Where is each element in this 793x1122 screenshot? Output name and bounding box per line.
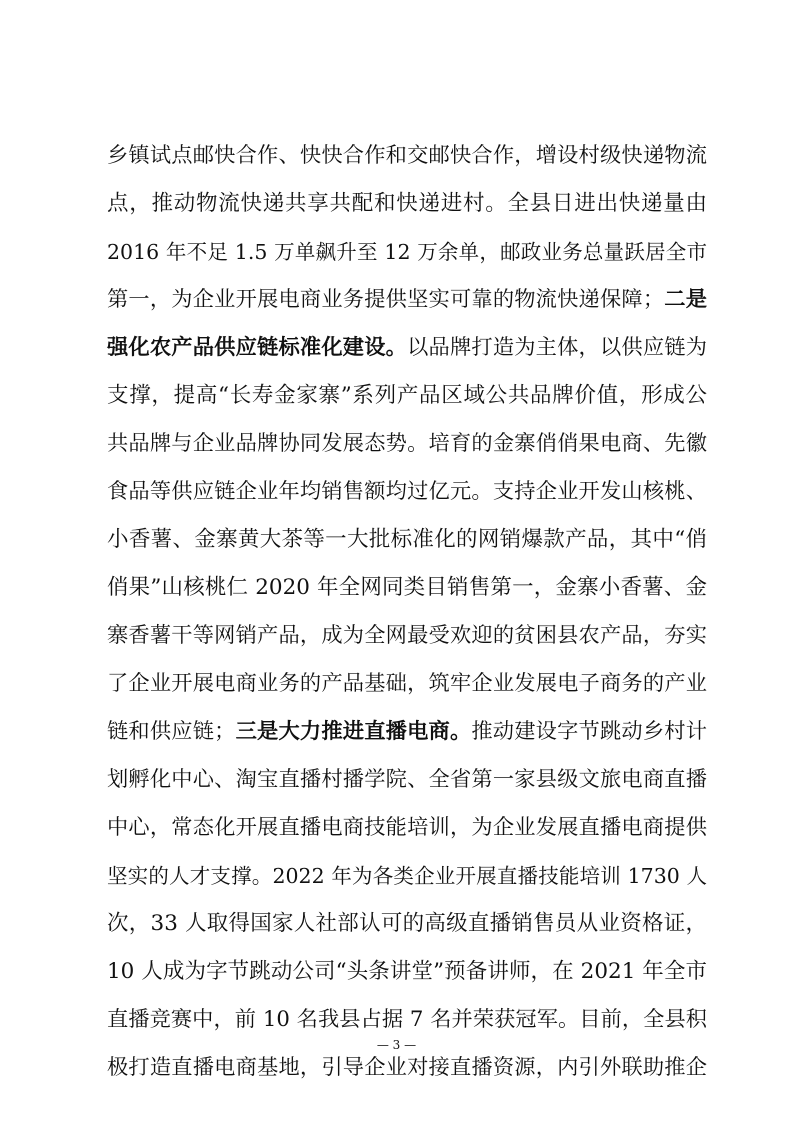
text-line [107,420,707,468]
bold-text-run: 强化农产品供应链标准化建设。 [107,335,408,360]
text-run: 10 人成为字节跳动公司“头条讲堂”预备讲师，在 2021 年全市 [107,959,707,984]
text-run: 以品牌打造为主体，以供应链为 [407,335,707,360]
text-run: 2016 年不足 1.5 万单飙升至 12 万余单，邮政业务总量跃居全市 [107,240,707,264]
text-run: 乡镇试点邮快合作、快快合作和交邮快合作，增设村级快递物流 [107,143,707,168]
text-line [107,852,707,900]
text-line [107,324,707,372]
text-line [107,612,707,660]
text-line [107,996,707,1044]
text-run: 点，推动物流快递共享共配和快递进村。全县日进出快递量由 [107,191,707,216]
text-run: 寨香薯干等网销产品，成为全网最受欢迎的贫困县农产品，夯实 [107,623,707,648]
text-line [107,132,707,180]
text-run: 中心，常态化开展直播电商技能培训，为企业发展直播电商提供 [107,815,707,840]
bold-text-run: 二是 [664,287,707,312]
text-line [107,804,707,852]
text-run: 支撑，提高“长寿金家寨”系列产品区域公共品牌价值，形成公 [107,383,707,408]
text-line [107,180,707,228]
text-run: 共品牌与企业品牌协同发展态势。培育的金寨俏俏果电商、先徽 [107,431,707,456]
text-run: 俏果”山核桃仁 2020 年全网同类目销售第一，金寨小香薯、金 [107,575,707,600]
page-number: — 3 — [376,1038,417,1052]
text-run: 极打造直播电商基地，引导企业对接直播资源，内引外联助推企 [107,1055,707,1080]
text-run: 第一，为企业开展电商业务提供坚实可靠的物流快递保障； [107,287,665,312]
text-line [107,228,707,276]
text-line [107,564,707,612]
text-line [107,900,707,948]
text-line [107,372,707,420]
text-line [107,468,707,516]
text-run: 了企业开展电商业务的产品基础，筑牢企业发展电子商务的产业 [107,671,707,696]
text-run: 链和供应链； [107,719,236,744]
text-run: 坚实的人才支撑。2022 年为各类企业开展直播技能培训 1730 人 [107,864,707,888]
text-run: 推动建设字节跳动乡村计 [471,719,707,744]
text-line [107,756,707,804]
text-line [107,660,707,708]
text-run: 小香薯、金寨黄大茶等一大批标准化的网销爆款产品，其中“俏 [107,527,707,552]
text-line [107,948,707,996]
text-line [107,708,707,756]
body-text [107,132,707,1092]
text-line [107,516,707,564]
text-line [107,276,707,324]
text-run: 直播竞赛中，前 10 名我县占据 7 名并荣获冠军。目前，全县积 [107,1007,707,1032]
text-run: 划孵化中心、淘宝直播村播学院、全省第一家县级文旅电商直播 [107,767,707,792]
text-run: 次，33 人取得国家人社部认可的高级直播销售员从业资格证， [107,911,707,936]
bold-text-run: 三是大力推进直播电商。 [235,719,472,744]
text-run: 食品等供应链企业年均销售额均过亿元。支持企业开发山核桃、 [107,479,707,504]
